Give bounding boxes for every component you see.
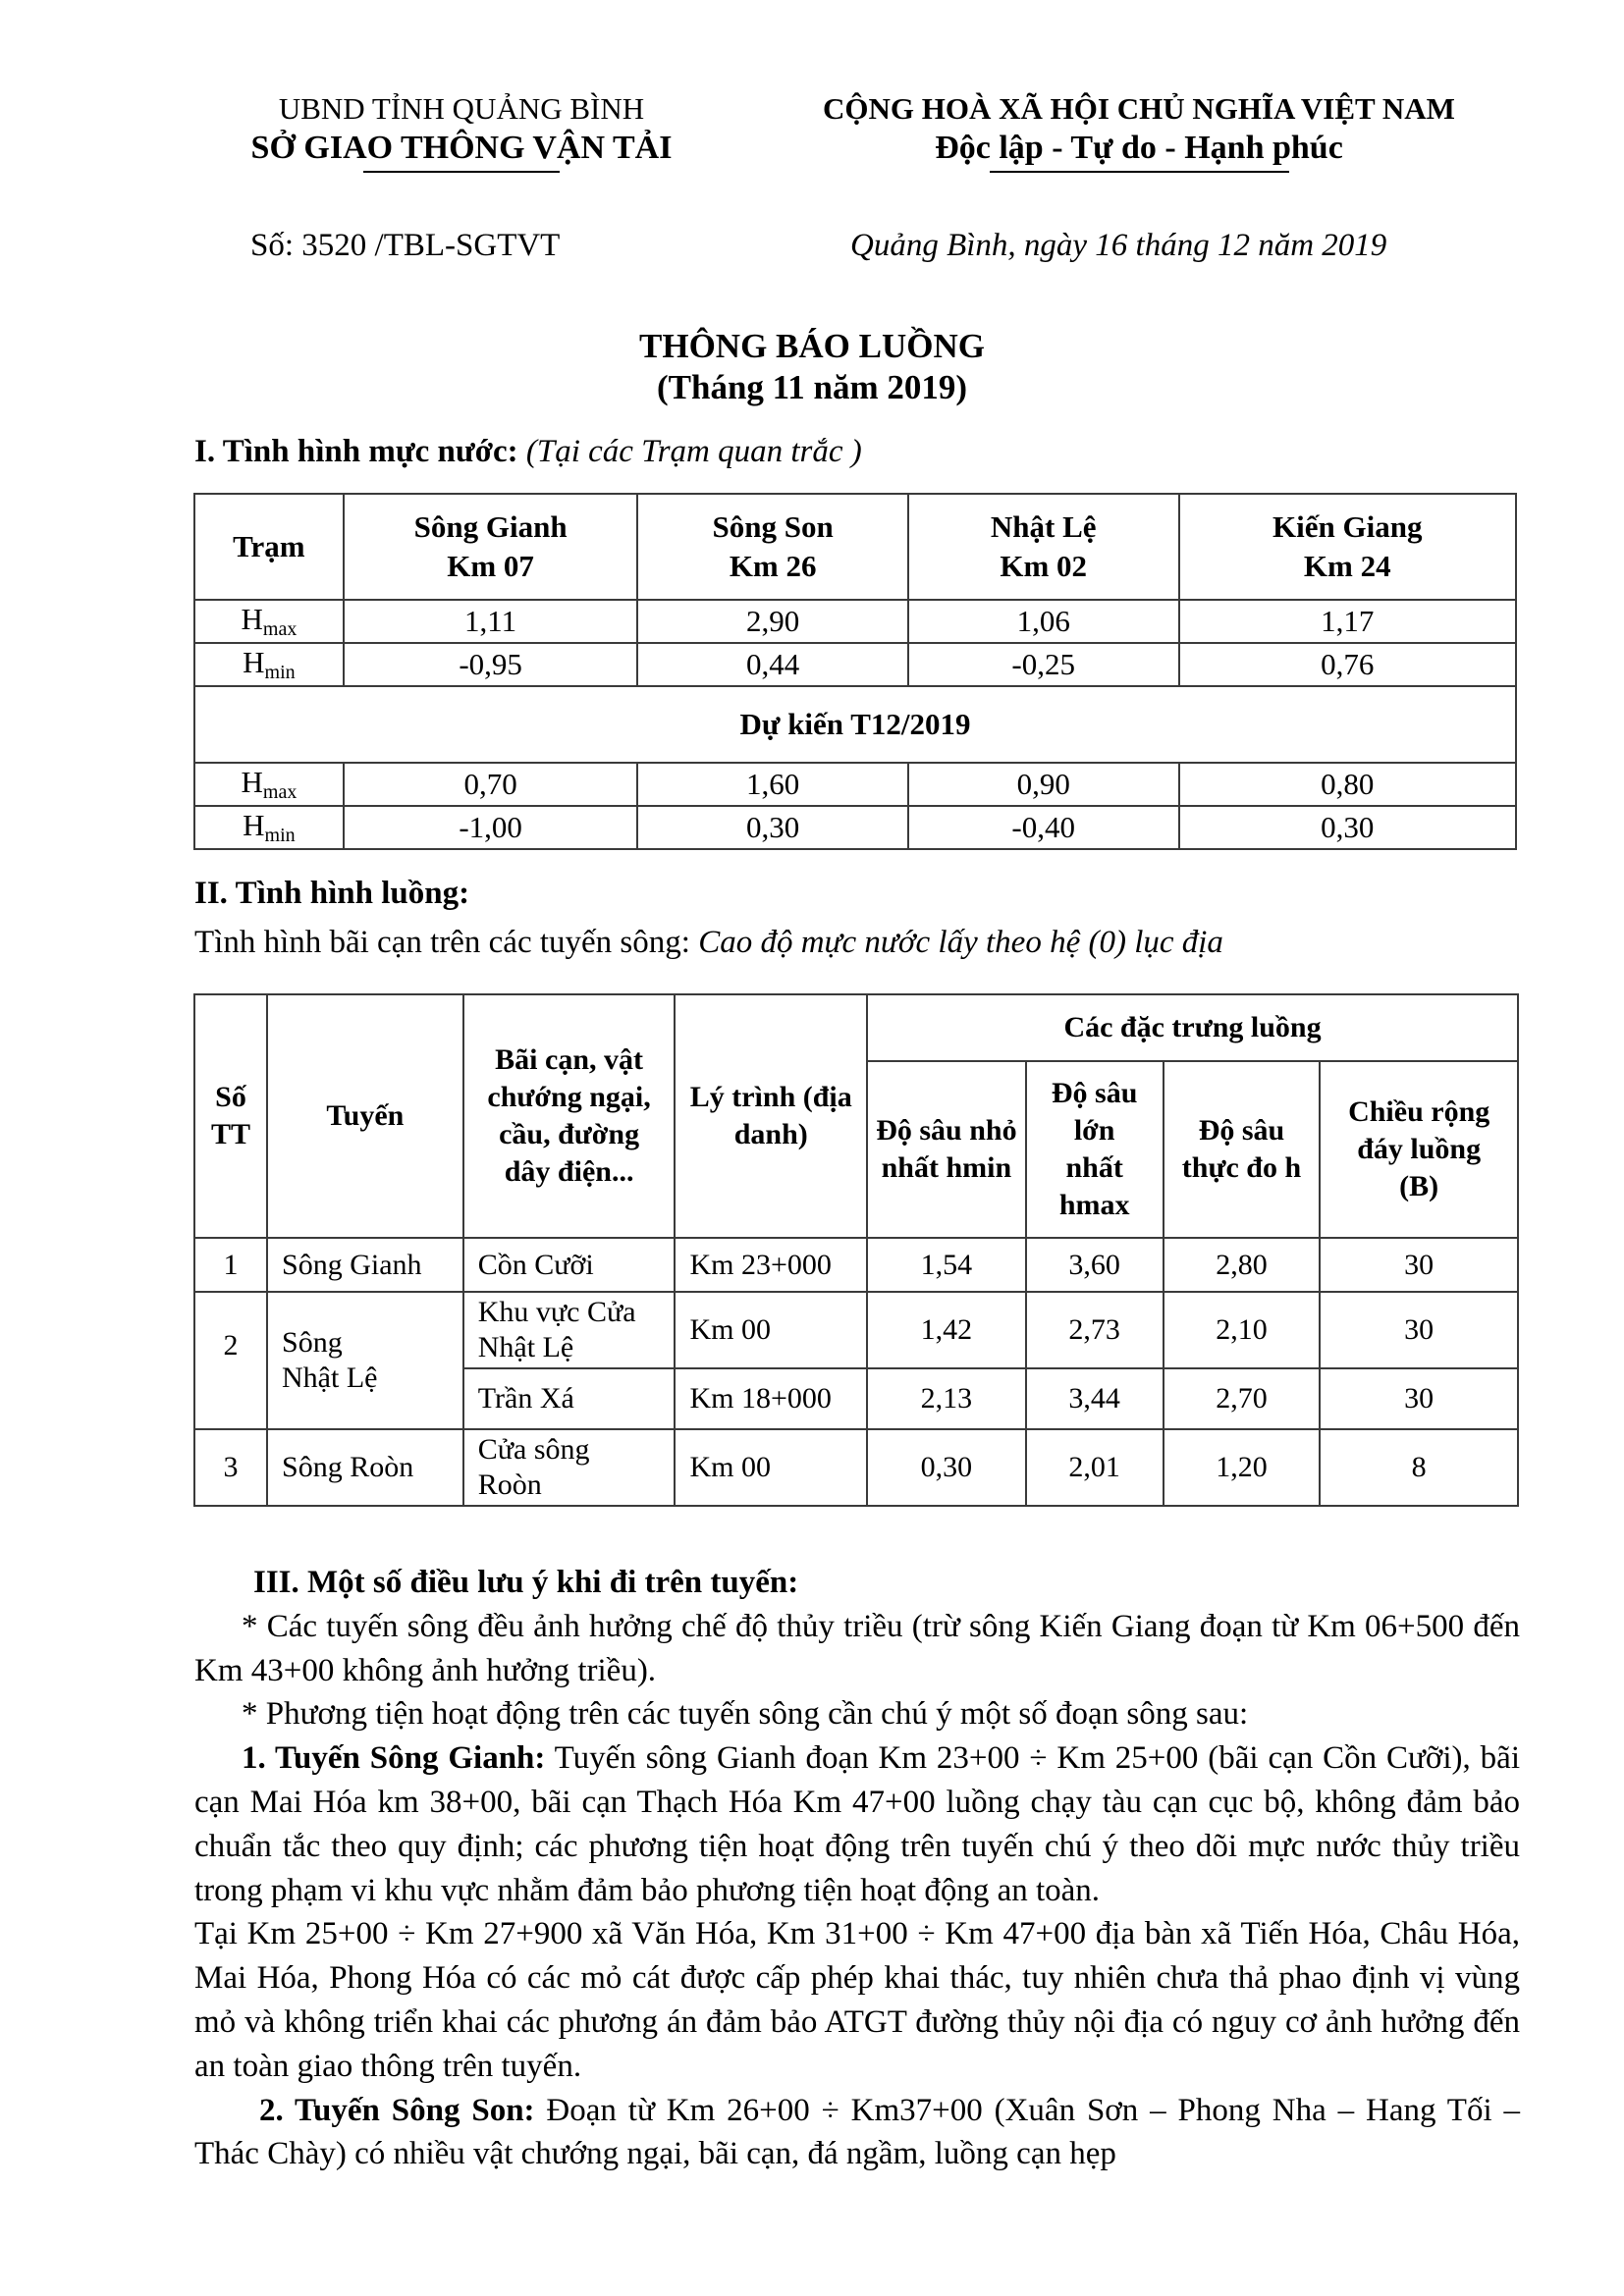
value-cell: 0,76 [1179,643,1517,686]
header-route: Tuyến [267,994,463,1238]
note-song-son [194,2089,1520,2177]
note-song-gianh [194,1736,1520,1912]
channel-row-1 [194,1238,1518,1292]
cell-hmin: 1,54 [867,1238,1026,1292]
section-3-heading: III. Một số điều lưu ý khi đi trên tuyến: [253,1565,799,1600]
value-cell: -0,40 [908,806,1179,849]
cell-width: 30 [1320,1238,1518,1292]
station-header: Trạm [194,494,344,600]
title-sub: (Tháng 11 năm 2019) [656,368,968,406]
min-sub: min [264,825,296,846]
station-col-1 [344,494,638,600]
value-cell: 0,30 [637,806,908,849]
issuer-block [187,90,736,173]
note-song-son-title: 2. Tuyến Sông Son: [259,2092,535,2128]
station-name: Sông Gianh [413,509,568,544]
document-title [0,326,1624,408]
forecast-label-row [194,686,1516,763]
value-cell: 1,60 [637,763,908,806]
cell-h: 2,10 [1164,1292,1321,1368]
cell-width: 30 [1320,1292,1518,1368]
note-song-son-text: Đoạn từ Km 26+00 ÷ Km37+00 (Xuân Sơn – Phong Nha – Hang Tối – Thác Chày) có nhiều vật chướng ngại, bãi cạn, đá ngầm, luồng cạn hẹp [194,2092,1520,2172]
cell-hmax: 2,73 [1026,1292,1164,1368]
cell-chainage: Km 23+000 [675,1238,867,1292]
header-stt: Số TT [194,994,267,1238]
header-hmax: Độ sâu lớn nhất hmax [1026,1061,1164,1238]
value-cell: 1,11 [344,600,638,643]
document-place-date: Quảng Bình, ngày 16 tháng 12 năm 2019 [850,228,1387,263]
station-col-4 [1179,494,1517,600]
header-width: Chiều rộng đáy luồng (B) [1320,1061,1518,1238]
issuer-underline [363,171,560,173]
section-2-intro-text: Tình hình bãi cạn trên các tuyến sông: [194,925,699,960]
note-song-gianh-text: Tuyến sông Gianh đoạn Km 23+00 ÷ Km 25+00 (bãi cạn Cồn Cưỡi), bãi cạn Mai Hóa km 38+00, bãi cạn Thạch Hóa Km 47+00 luồng chạy tàu cạn cục bộ, không đảm bảo chuẩn tắc theo quy định; các phương tiện hoạt động trên tuyến chú ý theo dõi mực nước thủy triều trong phạm vi khu vực nhằm đảm bảo phương tiện hoạt động an toàn. [194,1740,1520,1908]
cell-route: Sông Nhật Lệ [267,1292,463,1429]
national-motto: Độc lập - Tự do - Hạnh phúc [935,130,1343,166]
note-tidal: * Các tuyến sông đều ảnh hưởng chế độ thủy triều (trừ sông Kiến Giang đoạn từ Km 06+500 đến Km 43+00 không ảnh hưởng triều). [194,1608,1520,1688]
hmin-label [194,806,344,849]
header-h: Độ sâu thực đo h [1164,1061,1321,1238]
section-3 [194,1561,1520,2176]
cell-obstacle: Khu vực Cửa Nhật Lệ [463,1292,676,1368]
value-cell: 1,17 [1179,600,1517,643]
channel-row-4 [194,1429,1518,1506]
cell-hmin: 2,13 [867,1368,1026,1429]
issuer-authority: UBND TỈNH QUẢNG BÌNH [278,91,645,126]
header-obstacle: Bãi cạn, vật chướng ngại, cầu, đường dây điện... [463,994,676,1238]
cell-chainage: Km 00 [675,1429,867,1506]
station-km: Km 26 [729,549,817,583]
section-1-note: (Tại các Trạm quan trắc ) [517,434,862,469]
cell-chainage: Km 00 [675,1292,867,1368]
note-vessels: * Phương tiện hoạt động trên các tuyến sông cần chú ý một số đoạn sông sau: [242,1696,1249,1733]
cell-stt: 3 [194,1429,267,1506]
forecast-hmax-row [194,763,1516,806]
document-number: Số: 3520 /TBL-SGTVT [250,228,561,263]
channel-table [193,993,1519,1507]
value-cell: -0,95 [344,643,638,686]
hmax-label [194,763,344,806]
national-title: CỘNG HOÀ XÃ HỘI CHỦ NGHĨA VIỆT NAM [823,91,1455,126]
max-sub: max [262,618,298,640]
h-letter: H [243,808,265,842]
value-cell: 1,06 [908,600,1179,643]
station-name: Sông Son [712,509,834,544]
cell-hmax: 3,60 [1026,1238,1164,1292]
forecast-hmin-row [194,806,1516,849]
value-cell: 0,30 [1179,806,1517,849]
cell-stt: 1 [194,1238,267,1292]
title-main: THÔNG BÁO LUỒNG [639,327,985,365]
cell-obstacle: Cửa sông Roòn [463,1429,676,1506]
section-1-title: I. Tình hình mực nước: [194,434,518,469]
min-sub: min [264,662,296,683]
max-sub: max [262,781,298,803]
value-cell: 0,44 [637,643,908,686]
actual-hmax-row [194,600,1516,643]
station-col-3 [908,494,1179,600]
water-level-table [193,493,1517,850]
h-letter: H [241,765,263,799]
motto-underline [990,171,1289,173]
section-2-intro-italic: Cao độ mực nước lấy theo hệ (0) lục địa [698,925,1223,960]
header-chainage: Lý trình (địa danh) [675,994,867,1238]
value-cell: 0,90 [908,763,1179,806]
hmin-label [194,643,344,686]
h-letter: H [243,645,265,679]
value-cell: -1,00 [344,806,638,849]
value-cell: 0,70 [344,763,638,806]
cell-stt: 2 [194,1292,267,1429]
actual-hmin-row [194,643,1516,686]
cell-hmin: 0,30 [867,1429,1026,1506]
cell-obstacle: Cồn Cưỡi [463,1238,676,1292]
issuer-department: SỞ GIAO THÔNG VẬN TẢI [250,130,673,166]
h-letter: H [241,602,263,636]
value-cell: 0,80 [1179,763,1517,806]
value-cell: 2,90 [637,600,908,643]
cell-h: 1,20 [1164,1429,1321,1506]
cell-route: Sông Roòn [267,1429,463,1506]
cell-route: Sông Gianh [267,1238,463,1292]
channel-header-row-1 [194,994,1518,1061]
cell-hmax: 2,01 [1026,1429,1164,1506]
section-2-intro [194,925,1223,961]
station-header-row [194,494,1516,600]
hmax-label [194,600,344,643]
header-hmin: Độ sâu nhỏ nhất hmin [867,1061,1026,1238]
cell-h: 2,70 [1164,1368,1321,1429]
cell-hmax: 3,44 [1026,1368,1164,1429]
cell-h: 2,80 [1164,1238,1321,1292]
national-block [766,90,1512,173]
station-name: Kiến Giang [1272,509,1423,544]
cell-width: 8 [1320,1429,1518,1506]
station-km: Km 24 [1303,549,1391,583]
forecast-label: Dự kiến T12/2019 [194,686,1516,763]
cell-hmin: 1,42 [867,1292,1026,1368]
section-1-heading [194,432,862,471]
station-km: Km 02 [1000,549,1088,583]
section-2-heading: II. Tình hình luồng: [194,876,470,911]
cell-chainage: Km 18+000 [675,1368,867,1429]
header-group: Các đặc trưng luồng [867,994,1518,1061]
station-km: Km 07 [447,549,534,583]
value-cell: -0,25 [908,643,1179,686]
station-name: Nhật Lệ [990,509,1097,544]
station-col-2 [637,494,908,600]
channel-row-2 [194,1292,1518,1368]
cell-width: 30 [1320,1368,1518,1429]
note-sand-mines: Tại Km 25+00 ÷ Km 27+900 xã Văn Hóa, Km 31+00 ÷ Km 47+00 địa bàn xã Tiến Hóa, Châu Hóa, Mai Hóa, Phong Hóa có các mỏ cát được cấp phép khai thác, tuy nhiên chưa thả phao định vị vùng mỏ và không triển khai các phương án đảm bảo ATGT đường thủy nội địa có nguy cơ ảnh hưởng đến an toàn giao thông trên tuyến. [194,1916,1520,2084]
cell-obstacle: Trần Xá [463,1368,676,1429]
note-song-gianh-title: 1. Tuyến Sông Gianh: [242,1740,546,1777]
